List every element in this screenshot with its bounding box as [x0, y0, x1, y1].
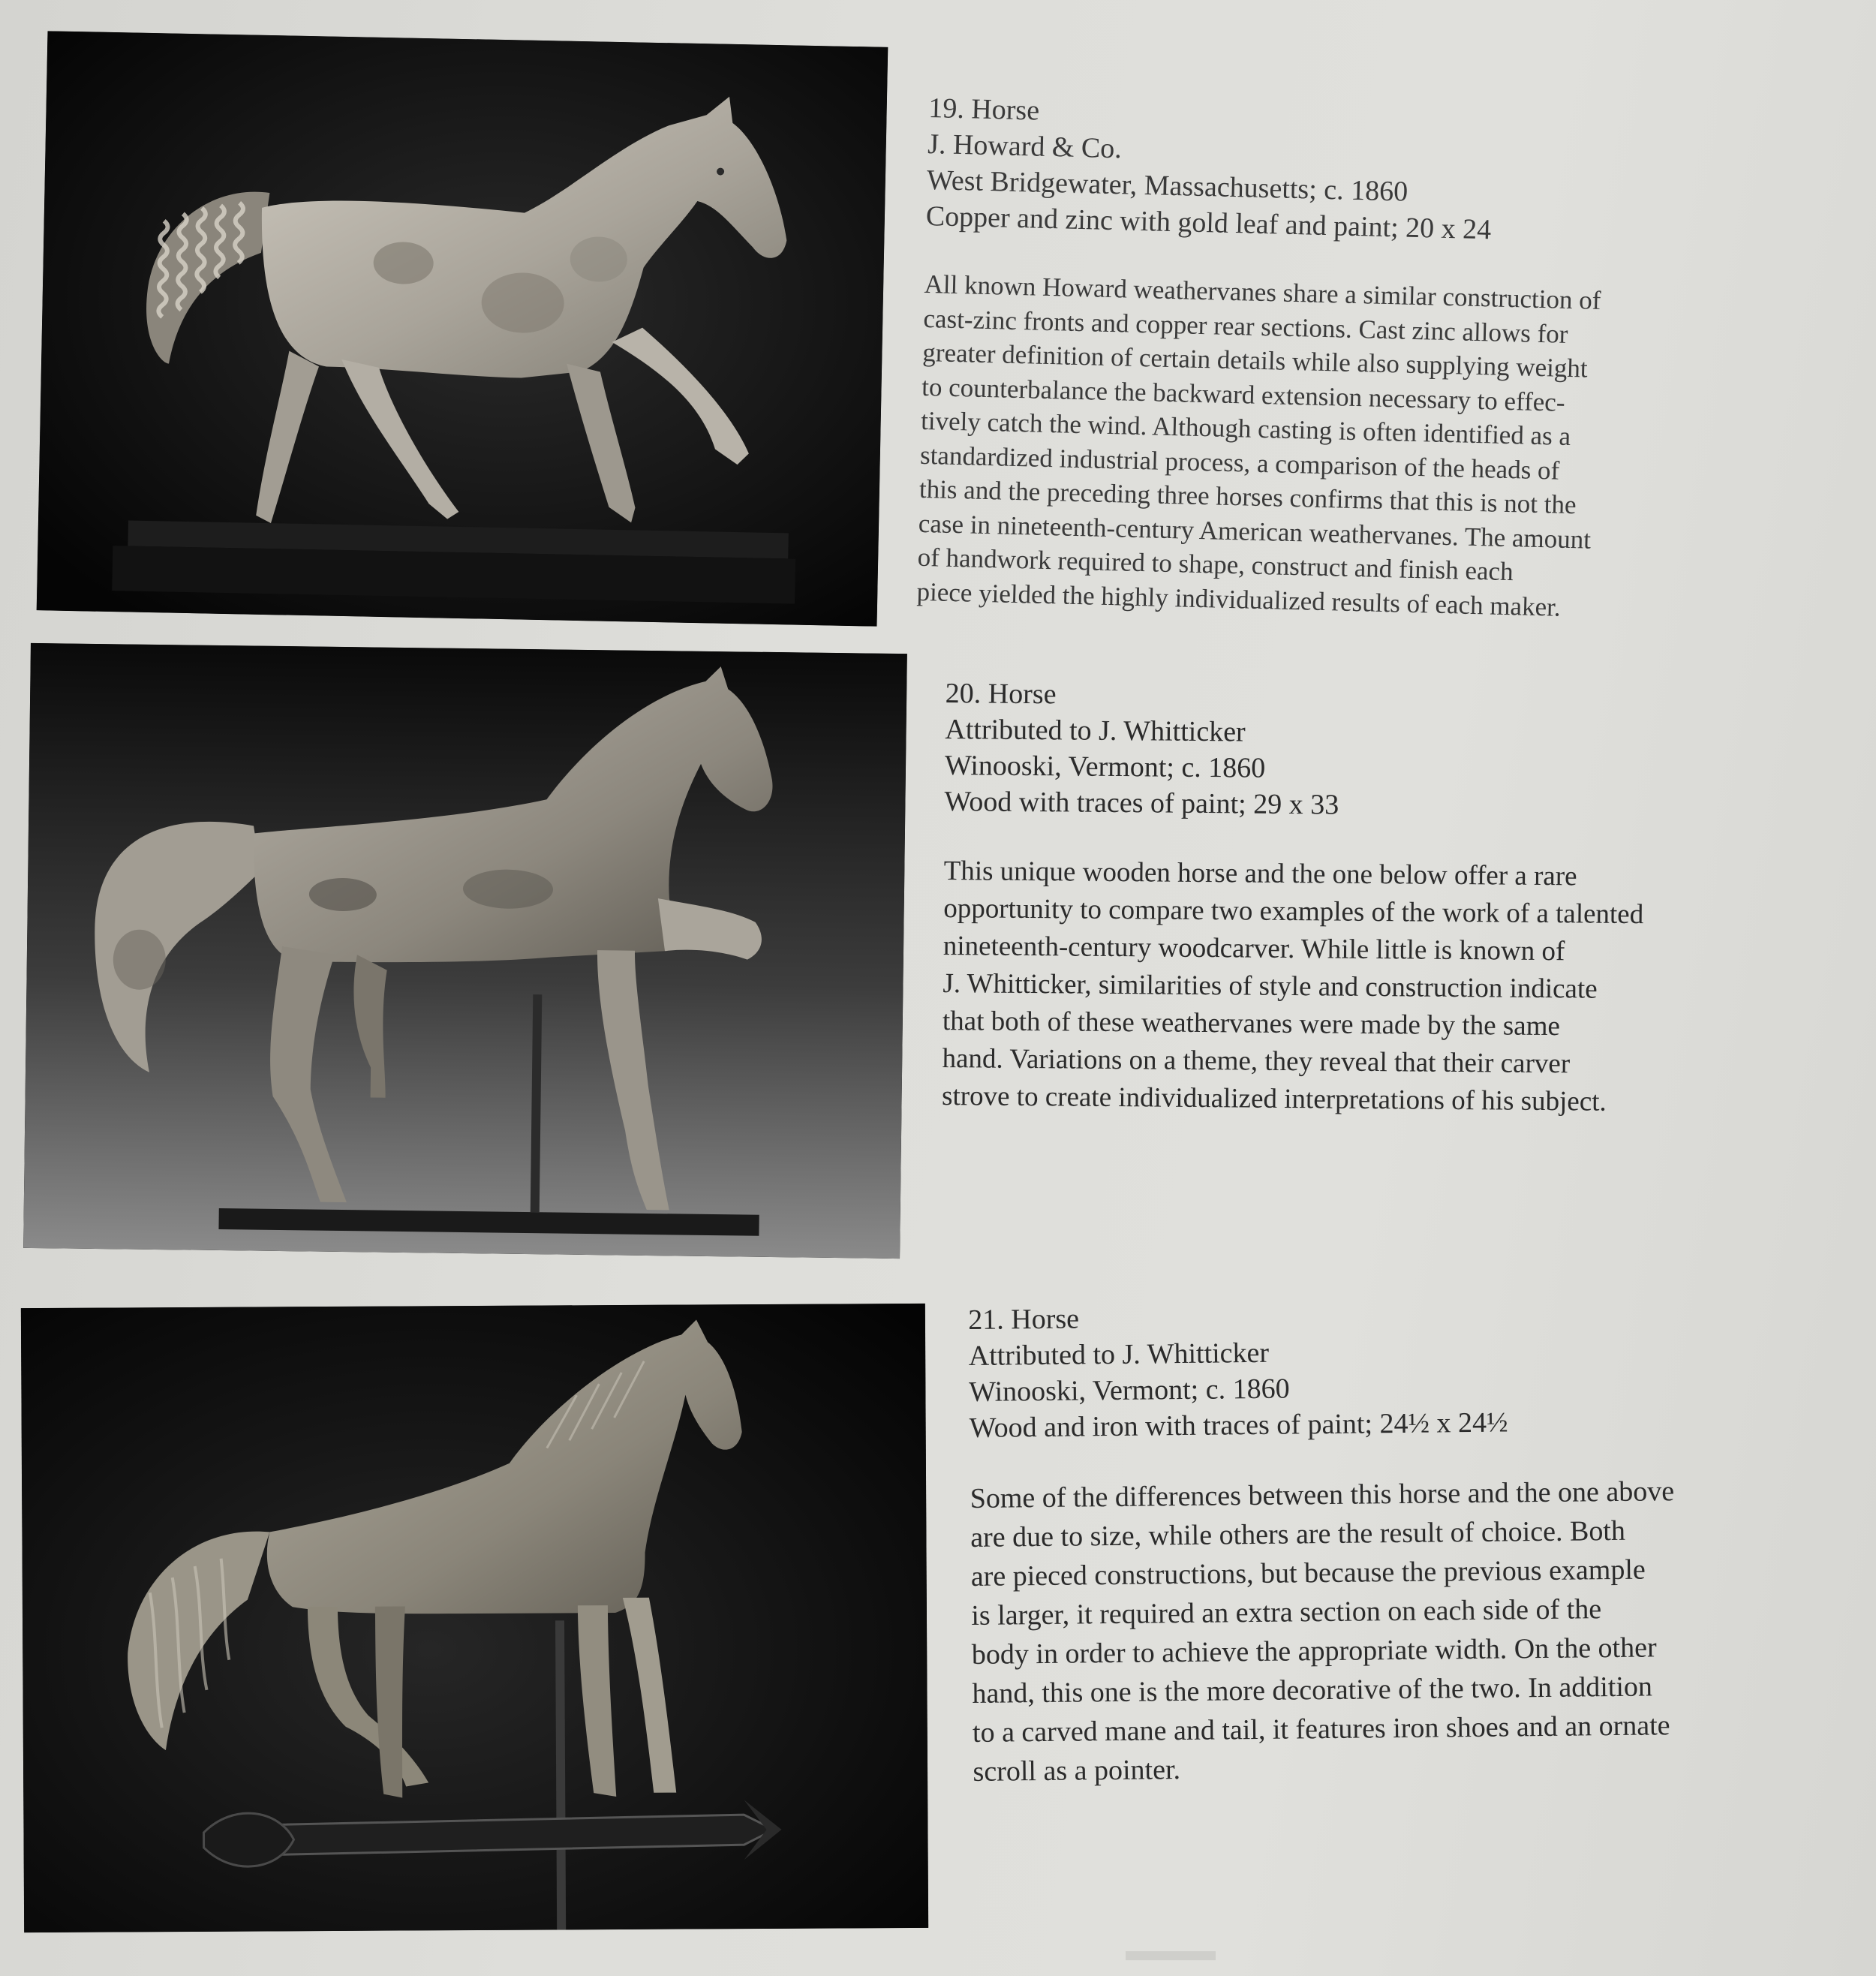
- description-line: to counterbalance the backward extension necessary to effec-: [921, 371, 1565, 417]
- description-line: that both of these weathervanes were made by the same: [942, 1005, 1561, 1042]
- description-line: are pieced constructions, but because the previous example: [970, 1553, 1646, 1593]
- entry-description: [942, 853, 1644, 1121]
- description-line: Some of the differences between this horse and the one above: [970, 1475, 1675, 1514]
- catalog-entry-19: [916, 90, 1606, 625]
- entry-place-date: West Bridgewater, Massachusetts; c. 1860: [926, 164, 1409, 208]
- description-line: All known Howard weathervanes share a similar construction of: [924, 269, 1601, 315]
- description-line: tively catch the wind. Although casting is often identified as a: [920, 405, 1571, 452]
- entry-maker: Attributed to J. Whitticker: [945, 713, 1246, 748]
- entry-maker: J. Howard & Co.: [927, 128, 1123, 165]
- entry-number: 19. Horse: [927, 92, 1040, 127]
- description-line: scroll as a pointer.: [973, 1754, 1181, 1788]
- photo-horse-19: [37, 31, 888, 626]
- entry-description: [916, 267, 1601, 625]
- description-line: This unique wooden horse and the one below offer a rare: [943, 855, 1577, 892]
- description-line: of handwork required to shape, construct and finish each: [917, 542, 1514, 587]
- description-line: nineteenth-century woodcarver. While little is known of: [943, 930, 1565, 967]
- entry-maker: Attributed to J. Whitticker: [968, 1337, 1270, 1372]
- description-line: to a carved mane and tail, it features iron shoes and an ornate: [972, 1710, 1670, 1749]
- photo-horse-21: [21, 1304, 928, 1932]
- entry-materials: Wood and iron with traces of paint; 24½ x 24½: [969, 1406, 1508, 1444]
- photo-horse-20: [23, 643, 907, 1259]
- entry-place-date: Winooski, Vermont; c. 1860: [969, 1373, 1290, 1408]
- description-line: are due to size, while others are the result of choice. Both: [970, 1514, 1626, 1553]
- description-line: cast-zinc fronts and copper rear sections. Cast zinc allows for: [923, 303, 1568, 349]
- entry-number: 20. Horse: [945, 677, 1057, 711]
- entry-description: [970, 1472, 1677, 1791]
- entry-place-date: Winooski, Vermont; c. 1860: [944, 749, 1266, 784]
- horse-21-illustration: [21, 1304, 928, 1932]
- description-line: is larger, it required an extra section on each side of the: [971, 1593, 1602, 1632]
- description-line: case in nineteenth-century American weathervanes. The amount: [918, 508, 1592, 555]
- entry-number: 21. Horse: [968, 1303, 1080, 1336]
- description-line: strove to create individualized interpretations of his subject.: [941, 1080, 1607, 1117]
- description-line: J. Whitticker, similarities of style and construction indicate: [943, 967, 1598, 1005]
- description-line: hand, this one is the more decorative of the two. In addition: [972, 1671, 1653, 1710]
- horse-20-illustration: [23, 643, 907, 1259]
- description-line: hand. Variations on a theme, they reveal that their carver: [942, 1042, 1571, 1080]
- description-line: greater definition of certain details while also supplying weight: [921, 337, 1589, 383]
- description-line: standardized industrial process, a comparison of the heads of: [919, 440, 1560, 486]
- entry-materials: Copper and zinc with gold leaf and paint; 20 x 24: [925, 200, 1492, 246]
- entry-materials: Wood with traces of paint; 29 x 33: [944, 785, 1339, 821]
- catalog-entry-21: [968, 1295, 1677, 1791]
- description-line: opportunity to compare two examples of the work of a talented: [943, 892, 1644, 931]
- cut-off-footer-text: [1126, 1951, 1216, 1960]
- catalog-entry-20: [942, 675, 1646, 1121]
- description-line: body in order to achieve the appropriate width. On the other: [971, 1632, 1657, 1671]
- description-line: piece yielded the highly individualized results of each maker.: [916, 576, 1562, 622]
- horse-19-illustration: [37, 31, 888, 626]
- description-line: this and the preceding three horses confirms that this is not the: [918, 474, 1577, 520]
